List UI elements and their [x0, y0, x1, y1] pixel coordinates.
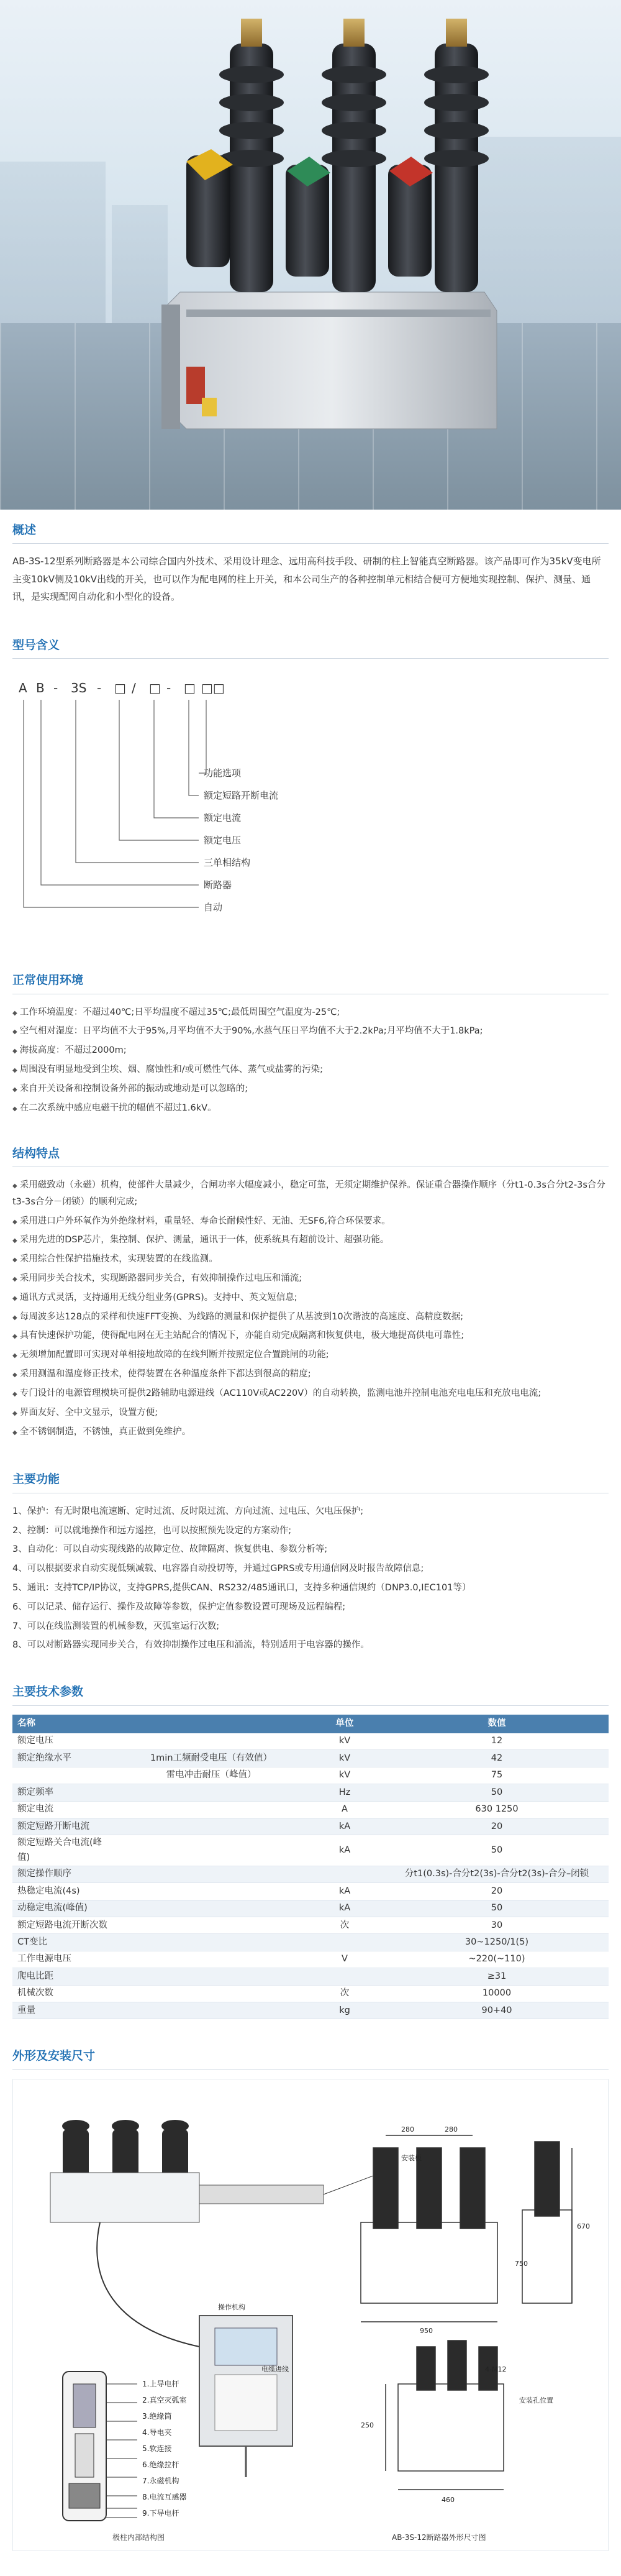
spec-unit: [304, 1866, 385, 1882]
dimension-label: 950: [420, 2326, 433, 2335]
part-label: 8.电流互感器: [142, 2492, 187, 2501]
spec-sub: [118, 1818, 304, 1835]
drawing-note: 电缆进线: [261, 2365, 289, 2373]
drawing-title: 外形及安装尺寸: [12, 2035, 609, 2070]
features-title: 结构特点: [12, 1133, 609, 1167]
features-list: [12, 1176, 609, 1441]
spec-value: 20: [385, 1883, 609, 1900]
table-row: [12, 1733, 609, 1750]
spec-unit: Hz: [304, 1784, 385, 1801]
spec-unit: 次: [304, 1917, 385, 1933]
hero-product-image: [0, 0, 621, 510]
spec-sub: 雷电冲击耐压（峰值）: [118, 1767, 304, 1784]
spec-name: CT变比: [12, 1934, 118, 1951]
spec-unit: kA: [304, 1900, 385, 1917]
model-title: 型号含义: [12, 625, 609, 659]
table-row: [12, 1835, 609, 1866]
list-item: ◆ 无须增加配置即可实现对单相接地故障的在线判断并按照定位合置跳闸的功能;: [12, 1345, 609, 1365]
spec-unit: V: [304, 1951, 385, 1968]
dimension-drawing: [12, 2079, 609, 2551]
drawing-note: 操作机构: [218, 2303, 245, 2311]
spec-sub: [118, 1784, 304, 1801]
spec-value: 分t1(0.3s)-合分t2(3s)-合分t2(3s)-合分–闭锁: [385, 1866, 609, 1882]
part-label: 2.真空灭弧室: [142, 2395, 187, 2404]
model-code-diagram: [12, 667, 609, 960]
list-item: ◆ 在二次系统中感应电磁干扰的幅值不超过1.6kV。: [12, 1099, 609, 1118]
spec-name: 额定短路关合电流(峰值): [12, 1835, 118, 1866]
spec-title: 主要技术参数: [12, 1671, 609, 1705]
spec-section: [0, 1671, 621, 2019]
spec-unit: kV: [304, 1750, 385, 1767]
table-row: [12, 2002, 609, 2019]
list-item: ◆ 采用同步关合技术，实现断路器同步关合，有效抑制操作过电压和涌流;: [12, 1269, 609, 1288]
spec-unit: [304, 1934, 385, 1951]
part-label: 1.上导电杆: [142, 2379, 179, 2388]
model-label: 三单相结构: [204, 857, 251, 869]
model-label: 额定短路开断电流: [204, 790, 279, 802]
model-code-part: □: [149, 681, 161, 696]
spec-sub: [118, 2002, 304, 2019]
spec-value: 50: [385, 1784, 609, 1801]
table-row: [12, 1917, 609, 1933]
table-row: [12, 1801, 609, 1818]
model-label: 自动: [204, 902, 223, 914]
spec-head-name: 名称: [12, 1715, 304, 1733]
model-code-part: A: [19, 681, 27, 696]
table-row: [12, 1767, 609, 1784]
list-item: ◆ 界面友好、全中文显示，设置方便;: [12, 1403, 609, 1423]
list-item: ◆ 具有快速保护功能，使得配电网在无主站配合的情况下，亦能自动完成隔离和恢复供电，极大地提高供电可靠性;: [12, 1326, 609, 1345]
spec-sub: [118, 1883, 304, 1900]
model-section: [0, 625, 621, 960]
list-item: 6、可以记录、储存运行、操作及故障等参数，保护定值参数设置可现场及远程编程;: [12, 1602, 346, 1612]
caption-right: AB-3S-12断路器外形尺寸图: [392, 2532, 486, 2542]
list-item: 8、可以对断路器实现同步关合，有效抑制操作过电压和涌流，特别适用于电容器的操作。: [12, 1640, 369, 1651]
list-item: 2、控制：可以就地操作和远方遥控，也可以按照预先设定的方案动作;: [12, 1525, 292, 1536]
model-label: 功能选项: [204, 768, 242, 779]
drawing-svg: [13, 2079, 608, 2551]
spec-name: 额定绝缘水平: [12, 1750, 118, 1767]
spec-name: [12, 1767, 118, 1784]
dimension-label: 250: [361, 2421, 374, 2429]
spec-sub: [118, 1968, 304, 1985]
spec-sub: [118, 1900, 304, 1917]
model-code-part: 3S: [71, 681, 87, 696]
table-row: [12, 1934, 609, 1951]
list-item: ◆ 采用先进的DSP芯片，集控制、保护、测量，通讯于一体，使系统具有超前设计、超强功能。: [12, 1231, 609, 1250]
table-row: [12, 1985, 609, 2002]
spec-unit: kA: [304, 1883, 385, 1900]
drawing-note: 安装孔位置: [519, 2396, 553, 2404]
spec-value: 50: [385, 1835, 609, 1866]
spec-name: 重量: [12, 2002, 118, 2019]
spec-head-unit: 单位: [304, 1715, 385, 1733]
overview-section: [0, 510, 621, 606]
spec-value: 30: [385, 1917, 609, 1933]
model-code-part: □: [184, 681, 196, 696]
spec-name: 热稳定电流(4s): [12, 1883, 118, 1900]
drawing-section: [0, 2035, 621, 2551]
spec-name: 额定操作顺序: [12, 1866, 118, 1882]
functions-list: [12, 1502, 609, 1656]
table-row: [12, 1750, 609, 1767]
spec-sub: [118, 1801, 304, 1818]
spec-name: 机械次数: [12, 1985, 118, 2002]
spec-unit: A: [304, 1801, 385, 1818]
list-item: ◆ 采用测温和温度修正技术，使得装置在各种温度条件下都达到很高的精度;: [12, 1365, 609, 1384]
dimension-label: 280: [445, 2125, 458, 2134]
list-item: ◆ 采用磁致动（永磁）机构，使部件大量减少，合闸功率大幅度减小，稳定可靠，无须定期维护保养。保证重合器操作顺序（分t1-0.3s合分t2-3s合分t3-3s合分－闭锁）的顺利完成;: [12, 1176, 609, 1212]
model-code-part: B: [36, 681, 45, 696]
circuit-breaker-illustration: [0, 0, 621, 510]
env-list: [12, 1003, 609, 1118]
spec-value: 12: [385, 1733, 609, 1750]
list-item: 3、自动化：可以自动实现线路的故障定位、故障隔离、恢复供电、参数分析等;: [12, 1544, 328, 1555]
spec-unit: kV: [304, 1733, 385, 1750]
spec-name: 额定短路电流开断次数: [12, 1917, 118, 1933]
spec-value: ≥31: [385, 1968, 609, 1985]
spec-name: 额定短路开断电流: [12, 1818, 118, 1835]
list-item: 4、可以根据要求自动实现低频减载、电容器自动投切等，并通过GPRS或专用通信网及时报告故障信息;: [12, 1564, 424, 1574]
spec-name: 工作电源电压: [12, 1951, 118, 1968]
model-code-part: -: [166, 681, 171, 696]
spec-value: 75: [385, 1767, 609, 1784]
spec-sub: [118, 1835, 304, 1866]
caption-left: 极柱内部结构图: [112, 2532, 165, 2542]
spec-unit: kg: [304, 2002, 385, 2019]
list-item: ◆ 来自开关设备和控制设备外部的振动或地动是可以忽略的;: [12, 1079, 609, 1099]
spec-sub: [118, 1866, 304, 1882]
spec-name: 爬电比距: [12, 1968, 118, 1985]
list-item: ◆ 通讯方式灵活，支持通用无线分组业务(GPRS)。支持中、英文短信息;: [12, 1288, 609, 1308]
spec-value: 50: [385, 1900, 609, 1917]
part-label: 9.下导电杆: [142, 2508, 179, 2518]
part-label: 4.导电夹: [142, 2427, 172, 2437]
list-item: ◆ 空气相对湿度：日平均值不大于95%,月平均值不大于90%,水蒸气压日平均值不大于2.2kPa;月平均值不大于1.8kPa;: [12, 1022, 609, 1041]
model-label: 额定电压: [204, 835, 242, 846]
list-item: ◆ 海拔高度：不超过2000m;: [12, 1041, 609, 1060]
spec-head-value: 数值: [385, 1715, 609, 1733]
table-row: [12, 1866, 609, 1882]
spec-name: 额定频率: [12, 1784, 118, 1801]
list-item: ◆ 周围没有明显地受到尘埃、烟、腐蚀性和/或可燃性气体、蒸气或盐雾的污染;: [12, 1060, 609, 1079]
spec-unit: kV: [304, 1767, 385, 1784]
spec-unit: kA: [304, 1818, 385, 1835]
spec-unit: kA: [304, 1835, 385, 1866]
drawing-note: 安装板: [401, 2153, 422, 2162]
model-diagram: [12, 667, 609, 960]
dimension-label: 750: [515, 2259, 528, 2268]
list-item: ◆ 全不锈钢制造，不锈蚀，真正做到免维护。: [12, 1423, 609, 1442]
spec-name: 动稳定电流(峰值): [12, 1900, 118, 1917]
env-section: [0, 960, 621, 1117]
spec-value: 10000: [385, 1985, 609, 2002]
spec-table: [12, 1715, 609, 2020]
spec-value: 90+40: [385, 2002, 609, 2019]
spec-unit: 次: [304, 1985, 385, 2002]
dimension-label: 670: [577, 2222, 590, 2230]
model-code-part: /: [132, 681, 136, 696]
features-section: [0, 1133, 621, 1442]
model-code-part: □: [114, 681, 126, 696]
part-label: 3.绝缘筒: [142, 2411, 172, 2421]
list-item: 5、通讯：支持TCP/IP协议，支持GPRS,提供CAN、RS232/485通讯口，支持多种通信规约（DNP3.0,IEC101等）: [12, 1582, 471, 1593]
functions-title: 主要功能: [12, 1459, 609, 1493]
spec-name: 额定电流: [12, 1801, 118, 1818]
model-label: 断路器: [204, 879, 232, 891]
dimension-label: 460: [442, 2495, 455, 2504]
env-title: 正常使用环境: [12, 960, 609, 994]
dimension-label: 280: [401, 2125, 414, 2134]
table-row: [12, 1968, 609, 1985]
list-item: ◆ 采用综合性保护措施技术，实现装置的在线监测。: [12, 1250, 609, 1269]
list-item: 7、可以在线监测装置的机械参数，灭弧室运行次数;: [12, 1621, 220, 1631]
spec-sub: [118, 1985, 304, 2002]
list-item: ◆ 每周波多达128点的采样和快速FFT变换、为线路的测量和保护提供了从基波到10次谐波的高速度、高精度数据;: [12, 1308, 609, 1327]
list-item: 1、保护：有无时限电流速断、定时过流、反时限过流、方向过流、过电压、欠电压保护;: [12, 1506, 364, 1516]
spec-value: ~220(~110): [385, 1951, 609, 1968]
table-row: [12, 1883, 609, 1900]
list-item: ◆ 采用进口户外环氧作为外绝缘材料，重量轻、寿命长耐候性好、无油、无SF6,符合环保要求。: [12, 1212, 609, 1231]
spec-sub: 1min工频耐受电压（有效值）: [118, 1750, 304, 1767]
spec-value: 630 1250: [385, 1801, 609, 1818]
model-code-part: -: [53, 681, 58, 696]
table-row: [12, 1900, 609, 1917]
spec-value: 20: [385, 1818, 609, 1835]
model-code-part: -: [97, 681, 102, 696]
functions-section: [0, 1459, 621, 1655]
table-row: [12, 1784, 609, 1801]
spec-value: 30~1250/1(5): [385, 1934, 609, 1951]
model-code-part: □□: [201, 681, 225, 696]
spec-sub: [118, 1934, 304, 1951]
part-label: 6.绝缘拉杆: [142, 2460, 179, 2469]
spec-sub: [118, 1733, 304, 1750]
spec-unit: [304, 1968, 385, 1985]
dimension-label: 4-M12: [485, 2365, 507, 2373]
table-row: [12, 1818, 609, 1835]
part-label: 7.永磁机构: [142, 2476, 179, 2485]
overview-title: 概述: [12, 510, 609, 544]
table-row: [12, 1951, 609, 1968]
spec-sub: [118, 1917, 304, 1933]
spec-name: 额定电压: [12, 1733, 118, 1750]
part-label: 5.软连接: [142, 2444, 172, 2453]
list-item: ◆ 工作环境温度：不超过40℃;日平均温度不超过35℃;最低周围空气温度为-25℃;: [12, 1003, 609, 1022]
spec-value: 42: [385, 1750, 609, 1767]
spec-sub: [118, 1951, 304, 1968]
overview-text: AB-3S-12型系列断路器是本公司综合国内外技术、采用设计理念、远用高科技手段、研制的柱上智能真空断路器。该产品即可作为35kV变电所主变10kV侧及10kV出线的开关，也可以作为配电网的柱上开关，和本公司生产的各种控制单元相结合便可方便地实现控制、保护、测量、通讯，是实现配网自动化和小型化的设备。: [12, 556, 601, 603]
model-label: 额定电流: [204, 812, 242, 824]
list-item: ◆ 专门设计的电源管理模块可提供2路辅助电源进线（AC110V或AC220V）的自动转换，监测电池并控制电池充电电压和充放电电流;: [12, 1384, 609, 1403]
